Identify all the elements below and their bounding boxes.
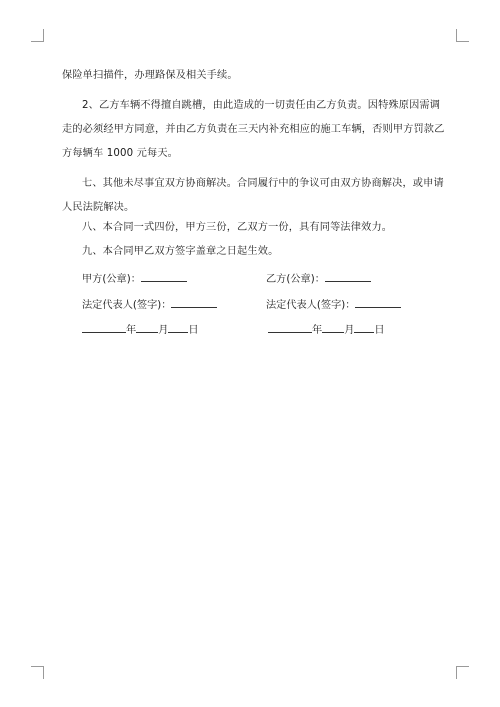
party-b-seal-blank (325, 270, 371, 282)
rep-a-signature-field (82, 296, 217, 314)
paragraph-2-line-3: 方每辆车 1000 元每天。 (62, 148, 179, 159)
date-field-a (82, 321, 199, 339)
paragraph-1-line-1: 保险单扫描件，办理路保及相关手续。 (62, 70, 238, 81)
crop-mark-bottom-right (456, 666, 469, 679)
party-a-seal-label: 甲方(公章)： (82, 274, 141, 285)
rep-a-signature-blank (171, 296, 217, 308)
paragraph-2-line-1: 2、乙方车辆不得擅自跳槽，由此造成的一切责任由乙方负责。因特殊原因需调 (82, 100, 441, 111)
crop-mark-top-left (31, 29, 44, 42)
date-b-year-label: 年 (312, 325, 323, 336)
paragraph-7-line-1: 七、其他未尽事宜双方协商解决。合同履行中的争议可由双方协商解决，或申请 (82, 178, 444, 189)
paragraph-9-line-1: 九、本合同甲乙双方签字盖章之日起生效。 (82, 246, 279, 257)
date-b-day-label: 日 (374, 325, 385, 336)
rep-b-signature-label: 法定代表人(签字)： (266, 300, 356, 311)
party-b-seal-label: 乙方(公章)： (266, 274, 325, 285)
party-b-seal-field (266, 270, 371, 288)
date-field-b (268, 321, 385, 339)
date-a-year-blank (82, 321, 126, 333)
party-a-seal-blank (141, 270, 187, 282)
rep-b-signature-blank (355, 296, 401, 308)
date-a-month-blank (136, 321, 158, 333)
date-a-day-label: 日 (188, 325, 199, 336)
paragraph-2-line-2: 走的必须经甲方同意，并由乙方负责在三天内补充相应的施工车辆，否则甲方罚款乙 (62, 124, 445, 135)
date-a-year-label: 年 (126, 325, 137, 336)
crop-mark-top-right (456, 29, 469, 42)
date-b-month-blank (322, 321, 344, 333)
rep-a-signature-label: 法定代表人(签字)： (82, 300, 172, 311)
date-b-month-label: 月 (344, 325, 355, 336)
date-b-day-blank (354, 321, 374, 333)
date-a-day-blank (168, 321, 188, 333)
crop-mark-bottom-left (31, 666, 44, 679)
rep-b-signature-field (266, 296, 401, 314)
date-a-month-label: 月 (158, 325, 169, 336)
party-a-seal-field (82, 270, 187, 288)
date-b-year-blank (268, 321, 312, 333)
paragraph-7-line-2: 人民法院解决。 (62, 202, 135, 213)
paragraph-8-line-1: 八、本合同一式四份，甲方三份，乙双方一份，具有同等法律效力。 (82, 222, 393, 233)
